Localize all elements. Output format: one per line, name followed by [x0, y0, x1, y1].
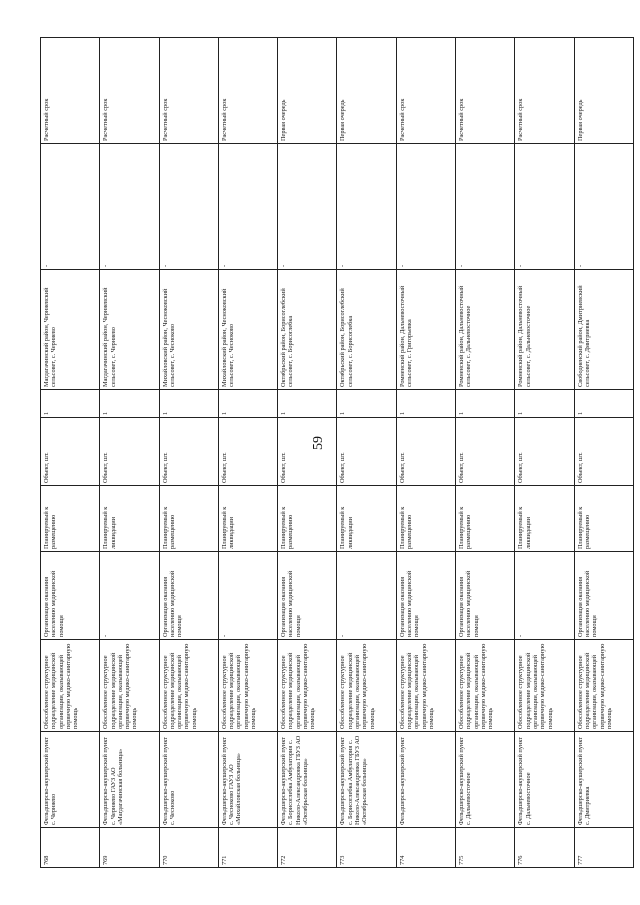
page-number: 59 — [311, 436, 326, 450]
planned-action: Планируемый к ликвидации — [515, 486, 574, 552]
planned-action: Планируемый к размещению — [278, 486, 337, 552]
row-number: 777 — [574, 828, 633, 868]
planned-action: Планируемый к размещению — [456, 486, 515, 552]
measure-unit: Объект, шт. — [159, 418, 218, 486]
object-count: 1 — [456, 390, 515, 418]
zone-cell: - — [41, 144, 100, 270]
facility-name: Фельдшерско-акушерский пункт с. Чесноково — [159, 732, 218, 828]
facility-type: Обособленное структурное подразделение медицинской организации, оказывающей первичную медико-санитарную помощь — [396, 640, 455, 732]
facility-purpose: Организация оказания населению медицинской помощи — [396, 552, 455, 640]
facility-purpose: Организация оказания населению медицинской помощи — [456, 552, 515, 640]
planned-action: Планируемый к ликвидации — [218, 486, 277, 552]
measure-unit: Объект, шт. — [337, 418, 396, 486]
facility-type: Обособленное структурное подразделение медицинской организации, оказывающей первичную медико-санитарную помощь — [41, 640, 100, 732]
facility-purpose: - — [218, 552, 277, 640]
facility-type: Обособленное структурное подразделение медицинской организации, оказывающей первичную медико-санитарную помощь — [574, 640, 633, 732]
planned-action: Планируемый к размещению — [159, 486, 218, 552]
row-number: 774 — [396, 828, 455, 868]
facility-purpose: - — [515, 552, 574, 640]
table-row — [159, 38, 218, 868]
table-row — [337, 38, 396, 868]
facility-location: Октябрьский район, Борисоглебский сельсовет, с. Борисоглебка — [278, 270, 337, 390]
facility-name: Фельдшерско-акушерский пункт — [396, 732, 455, 828]
measure-unit: Объект, шт. — [218, 418, 277, 486]
facility-location: Ромненский район, Дальневосточный сельсовет, с. Дальневосточное — [456, 270, 515, 390]
table-row — [574, 38, 633, 868]
facility-location: Ромненский район, Дальневосточный сельсовет, с. Григорьевка — [396, 270, 455, 390]
facility-type: Обособленное структурное подразделение медицинской организации, оказывающей первичную медико-санитарную помощь — [159, 640, 218, 732]
facility-purpose: - — [337, 552, 396, 640]
facility-name: Фельдшерско-акушерский пункт с. Черняево — [41, 732, 100, 828]
facility-name: Фельдшерско-акушерский пункт с. Черняево ГАУЗ АО «Магдагачинская больница» — [100, 732, 159, 828]
zone-cell: - — [515, 144, 574, 270]
measure-unit: Объект, шт. — [396, 418, 455, 486]
object-count: 1 — [159, 390, 218, 418]
facility-name: Фельдшерско-акушерский пункт с. Чесноково ГАУЗ АО «Михайловская больница» — [218, 732, 277, 828]
table-row — [218, 38, 277, 868]
implementation-term: Расчетный срок — [456, 38, 515, 144]
rotated-table-wrapper — [40, 38, 634, 868]
zone-cell: - — [574, 144, 633, 270]
row-number: 773 — [337, 828, 396, 868]
planned-action: Планируемый к размещению — [41, 486, 100, 552]
implementation-term: Расчетный срок — [159, 38, 218, 144]
implementation-term: Первая очередь — [278, 38, 337, 144]
facility-name: Фельдшерско-акушерский пункт с. Дальневосточное — [515, 732, 574, 828]
zone-cell: - — [396, 144, 455, 270]
facility-name: Фельдшерско-акушерский пункт с. Борисоглебка Амбулатория с. Николо-Александровка ГБУЗ АО «Октябрьская больница» — [337, 732, 396, 828]
zone-cell: - — [218, 144, 277, 270]
facility-location: Октябрьский район, Борисоглебский сельсовет, с. Борисоглебка — [337, 270, 396, 390]
implementation-term: Первая очередь — [574, 38, 633, 144]
implementation-term: Расчетный срок — [41, 38, 100, 144]
object-count: 1 — [218, 390, 277, 418]
table-row — [456, 38, 515, 868]
object-count: 1 — [574, 390, 633, 418]
facility-type: Обособленное структурное подразделение медицинской организации, оказывающей первичную медико-санитарную помощь — [515, 640, 574, 732]
planned-action: Планируемый к ликвидации — [337, 486, 396, 552]
facility-purpose: Организация оказания населению медицинской помощи — [41, 552, 100, 640]
facility-type: Обособленное структурное подразделение медицинской организации, оказывающей первичную медико-санитарную помощь — [337, 640, 396, 732]
facility-type: Обособленное структурное подразделение медицинской организации, оказывающей первичную медико-санитарную помощь — [278, 640, 337, 732]
implementation-term: Расчетный срок — [218, 38, 277, 144]
implementation-term: Расчетный срок — [515, 38, 574, 144]
facility-name: Фельдшерско-акушерский пункт с. Борисоглебка Амбулатория с. Николо-Александровка ГБУЗ АО «Октябрьская больница» — [278, 732, 337, 828]
facility-type: Обособленное структурное подразделение медицинской организации, оказывающей первичную медико-санитарную помощь — [100, 640, 159, 732]
measure-unit: Объект, шт. — [515, 418, 574, 486]
facility-location: Магдагачинский район, Черняевский сельсовет, с. Черняево — [41, 270, 100, 390]
table-row — [515, 38, 574, 868]
measure-unit: Объект, шт. — [456, 418, 515, 486]
row-number: 769 — [100, 828, 159, 868]
implementation-term: Расчетный срок — [396, 38, 455, 144]
facility-purpose: Организация оказания населению медицинской помощи — [278, 552, 337, 640]
object-count: 1 — [41, 390, 100, 418]
zone-cell: - — [337, 144, 396, 270]
zone-cell: - — [456, 144, 515, 270]
implementation-term: Расчетный срок — [100, 38, 159, 144]
planned-action: Планируемый к ликвидации — [100, 486, 159, 552]
object-count: 1 — [100, 390, 159, 418]
facility-type: Обособленное структурное подразделение медицинской организации, оказывающей первичную медико-санитарную помощь — [456, 640, 515, 732]
facility-purpose: - — [100, 552, 159, 640]
measure-unit: Объект, шт. — [278, 418, 337, 486]
facility-purpose: Организация оказания населению медицинской помощи — [159, 552, 218, 640]
zone-cell: - — [159, 144, 218, 270]
table-row — [278, 38, 337, 868]
measure-unit: Объект, шт. — [574, 418, 633, 486]
row-number: 775 — [456, 828, 515, 868]
object-count: 1 — [337, 390, 396, 418]
object-count: 1 — [396, 390, 455, 418]
table-row — [100, 38, 159, 868]
row-number: 768 — [41, 828, 100, 868]
facility-location: Магдагачинский район, Черняевский сельсовет, с. Черняево — [100, 270, 159, 390]
facility-location: Михайловский район, Чесноковский сельсовет, с. Чесноково — [159, 270, 218, 390]
facility-location: Ромненский район, Дальневосточный сельсовет, с. Дальневосточное — [515, 270, 574, 390]
facility-table — [40, 37, 634, 868]
row-number: 776 — [515, 828, 574, 868]
facility-location: Михайловский район, Чесноковский сельсовет, с. Чесноково — [218, 270, 277, 390]
implementation-term: Первая очередь — [337, 38, 396, 144]
measure-unit: Объект, шт. — [41, 418, 100, 486]
table-row — [396, 38, 455, 868]
planned-action: Планируемый к размещению — [396, 486, 455, 552]
facility-name: Фельдшерско-акушерский пункт с. Дмитриевка — [574, 732, 633, 828]
planned-action: Планируемый к размещению — [574, 486, 633, 552]
object-count: 1 — [278, 390, 337, 418]
measure-unit: Объект, шт. — [100, 418, 159, 486]
facility-purpose: Организация оказания населению медицинской помощи — [574, 552, 633, 640]
row-number: 771 — [218, 828, 277, 868]
facility-name: Фельдшерско-акушерский пункт с. Дальневосточное — [456, 732, 515, 828]
facility-location: Свободненский район, Дмитриевский сельсовет, с. Дмитриевка — [574, 270, 633, 390]
row-number: 770 — [159, 828, 218, 868]
zone-cell: - — [278, 144, 337, 270]
zone-cell: - — [100, 144, 159, 270]
table-row — [41, 38, 100, 868]
row-number: 772 — [278, 828, 337, 868]
object-count: 1 — [515, 390, 574, 418]
facility-type: Обособленное структурное подразделение медицинской организации, оказывающей первичную медико-санитарную помощь — [218, 640, 277, 732]
